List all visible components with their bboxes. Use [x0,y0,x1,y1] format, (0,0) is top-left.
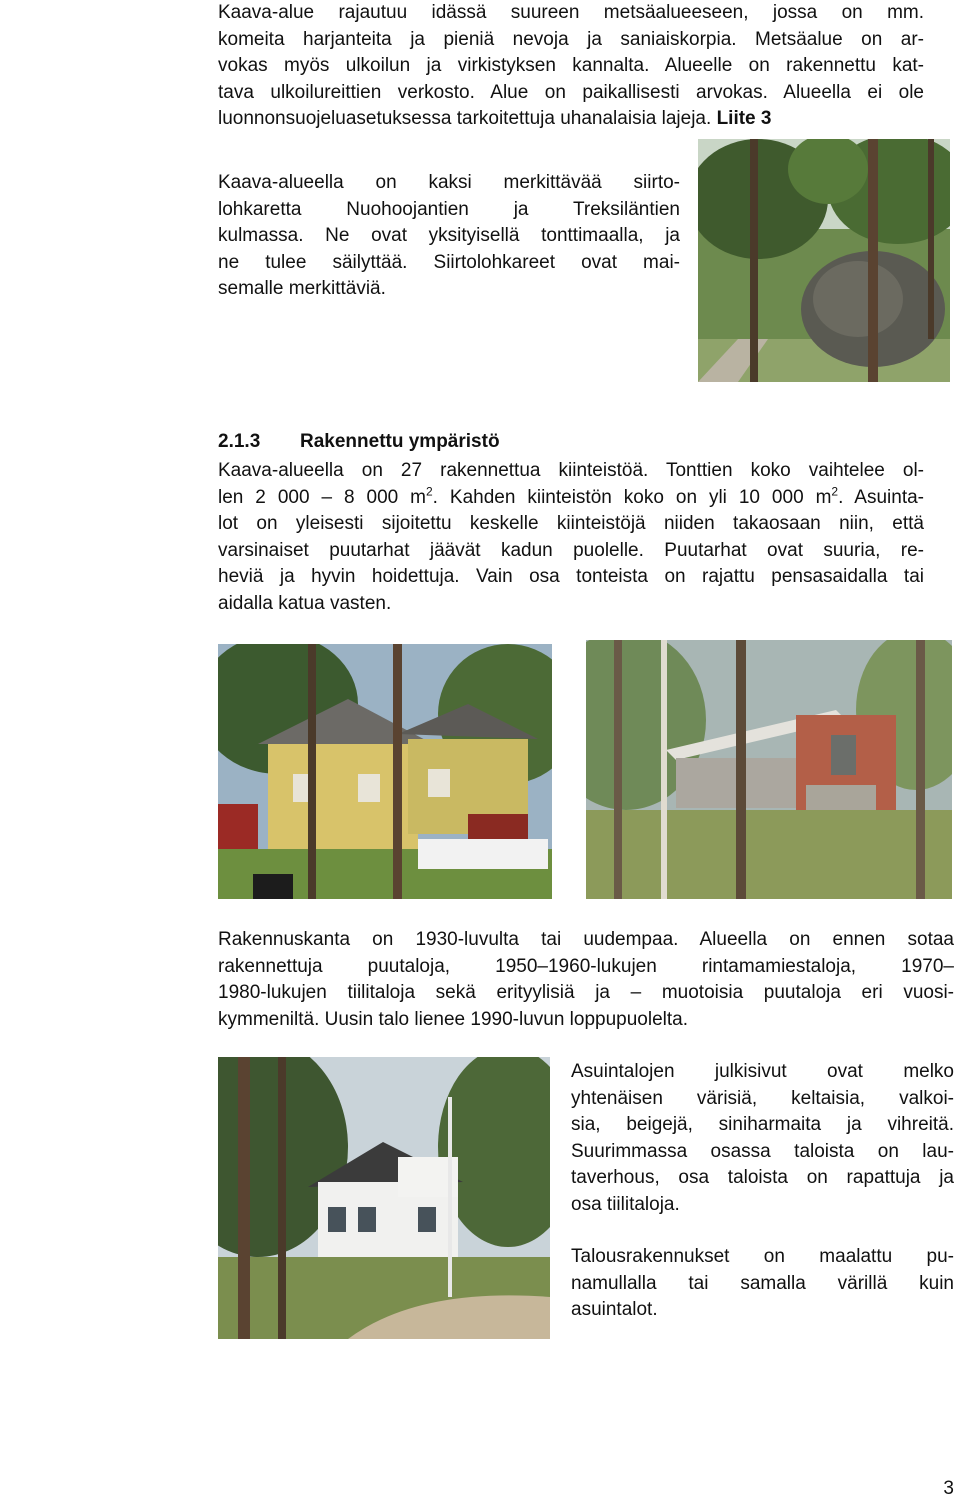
text-line: kulmassa. Ne ovat yksityisellä tonttimaalla, ja [218,225,680,246]
text-line: namullalla tai samalla värillä kuin [571,1272,954,1294]
text-line: lohkaretta Nuohoojantien ja Treksiläntien [218,198,680,220]
text-line: varsinaiset puutarhat jäävät kadun puolelle. Puutarhat ovat suuria, re- [218,539,924,561]
built-environment-paragraph [218,458,924,617]
section-heading [218,431,500,453]
text-line: komeita harjanteita ja pieniä nevoja ja saniaiskorpia. Metsäalue on ar- [218,28,924,50]
text-line: vokas myös ulkoilun ja virkistyksen kannalta. Alueelle on rakennettu kat- [218,55,924,76]
text-line: kymmeniltä. Uusin talo lienee 1990-luvun loppupuolelta. [218,1008,689,1030]
text-line: lot on yleisesti sijoitettu keskelle kiinteistöjä niiden takaosaan niin, että [218,513,924,534]
text-line: ne tulee säilyttää. Siirtolohkareet ovat mai- [218,251,680,273]
appendix-reference: Liite 3 [716,108,772,129]
text-line: Kaava-alueella on 27 rakennettua kiinteistöä. Tonttien koko vaihtelee ol- [218,460,924,481]
yellow-house-photo [218,644,552,899]
facades-paragraph [571,1059,954,1218]
text-line: luonnonsuojeluasetuksessa tarkoitettuja uhanalaisia lajeja. Liite 3 [218,108,772,129]
boulder-paragraph [218,170,680,303]
page-number: 3 [943,1478,954,1499]
outbuildings-paragraph [571,1244,954,1324]
text-line: tava ulkoilureittien verkosto. Alue on paikallisesti arvokas. Alueella ei ole [218,81,924,103]
text-line: Asuintalojen julkisivut ovat melko [571,1061,954,1082]
text-line: taverhous, osa taloista on rapattuja ja [571,1167,954,1188]
text-line: Suurimmassa osassa taloista on lau- [571,1140,954,1162]
text-line: osa tiilitaloja. [571,1193,680,1215]
text-line: rakennettuja puutaloja, 1950–1960-lukujen rintamamiestaloja, 1970– [218,955,954,977]
text-line: Rakennuskanta on 1930-luvulta tai uudempaa. Alueella on ennen sotaa [218,929,954,950]
intro-paragraph [218,0,924,133]
text-line: 1980-lukujen tiilitaloja sekä erityylisiä ja – muotoisia puutaloja eri vuosi- [218,982,954,1003]
text-line: Kaava-alue rajautuu idässä suureen metsäalueeseen, jossa on mm. [218,2,924,23]
text-line: sia, beigejä, siniharmaita ja vihreitä. [571,1114,954,1135]
text-line: aidalla katua vasten. [218,592,392,614]
section-number: 2.1.3 [218,431,261,452]
text-line: heviä ja hyvin hoidettuja. Vain osa tonteista on rajattu pensasaidalla tai [218,566,924,587]
section-title: Rakennettu ympäristö [300,431,500,452]
text-line: yhtenäisen värisiä, keltaisia, valkoi- [571,1087,954,1109]
text-line: len 2 000 – 8 000 $m^2$. Kahden kiinteistön koko on yli 10 000 $m^2$. Asuinta- [218,484,924,508]
text-line: semalle merkittäviä. [218,278,386,299]
building-stock-paragraph [218,927,954,1033]
text-line: Kaava-alueella on kaksi merkittävää siirto- [218,172,680,193]
boulder-photo [698,139,950,382]
white-house-photo [218,1057,550,1339]
text-line: asuintalot. [571,1299,658,1320]
brick-house-photo [586,640,952,899]
text-line: Talousrakennukset on maalattu pu- [571,1246,954,1267]
